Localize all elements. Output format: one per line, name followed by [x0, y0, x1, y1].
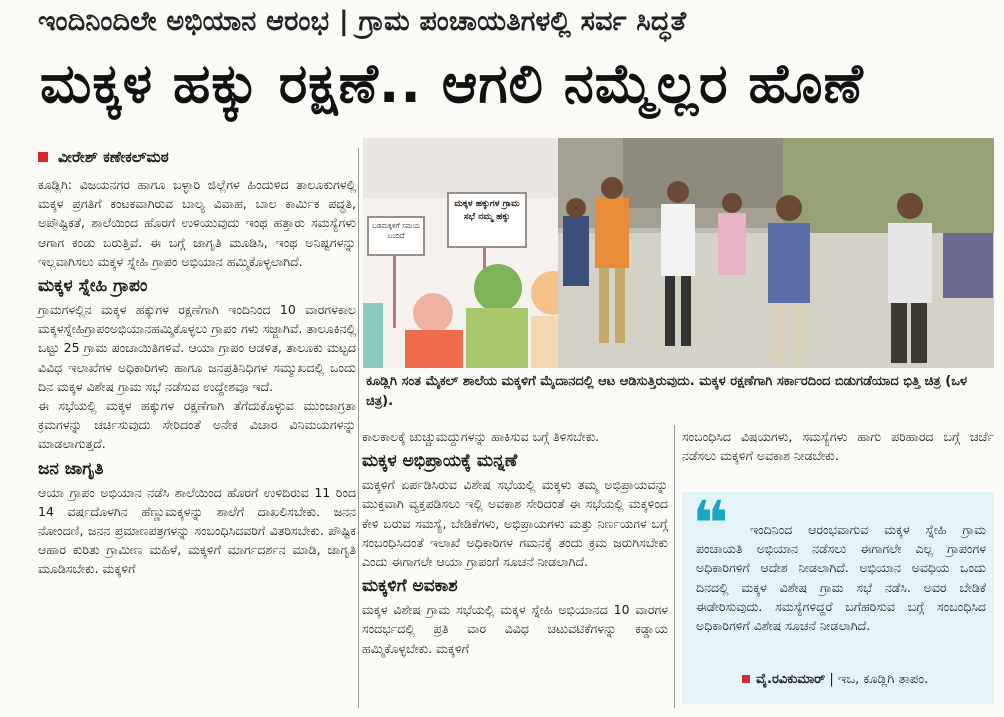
pull-quote-text: ಇಂದಿನಿಂದ ಆರಂಭವಾಗುವ ಮಕ್ಕಳ ಸ್ನೇಹಿ ಗ್ರಾಮ ಪಂಚಾಯತಿ ಅಭಿಯಾನ ನಡೆಸಲು ಈಗಾಗಲೇ ಎಲ್ಲ ಗ್ರಾಪಂಗಳ ಅಧಿಕಾರಿಗಳಿಗೆ ಆದೇಶ ನೀಡಲಾಗಿದೆ. ಅಭಿಯಾನ ಅವಧಿಯ ಒಂದು ದಿನದಲ್ಲಿ ಮಕ್ಕಳ ವಿಶೇಷ ಗ್ರಾಮ ಸಭೆ ನಡೆಸಿ. ಅವರ ಬೇಡಿಕೆ ಈಡೇರಿಸುವುದು. ಸಮಸ್ಯೆಗಳಿದ್ದರೆ ಬಗೆಹರಿಸುವ ಬಗ್ಗೆ ಸಂಬಂಧಿಸಿದ ಅಧಿಕಾರಿಗಳಿಗೆ ವಿಶೇಷ ಸೂಚನೆ ನೀಡಲಾಗಿದೆ.: [696, 522, 986, 634]
paragraph: ಕಾಲಕಾಲಕ್ಕೆ ಚುಚ್ಚುಮದ್ದುಗಳನ್ನು ಹಾಕಿಸುವ ಬಗ್ಗೆ ತಿಳಿಸಬೇಕು.: [362, 429, 600, 444]
subhead-children-opinion: ಮಕ್ಕಳ ಅಭಿಪ್ರಾಯಕ್ಕೆ ಮನ್ನಣೆ: [362, 451, 518, 472]
attribution-marker-icon: [742, 675, 750, 683]
paragraph: ಆಯಾ ಗ್ರಾಪಂ ಅಭಿಯಾನ ನಡೆಸಿ ಶಾಲೆಯಿಂದ ಹೊರಗೆ ಉಳಿದಿರುವ 11 ರಿಂದ 14 ವರ್ಷದೊಳಗಿನ ಹೆಣ್ಣುಮಕ್ಕಳನ್ನು ಶಾಲೆಗೆ ದಾಖಲಿಸಬೇಕು. ಜನನ ನೋಂದಣಿ, ಜನನ ಪ್ರಮಾಣಪತ್ರಗಳನ್ನು ಸಂಬಂಧಿಸಿದವರಿಗೆ ವಿತರಿಸಬೇಕು. ಪೌಷ್ಟಿಕ ಆಹಾರ ಕುರಿತು ಗ್ರಾಮೀಣ ಮಹಿಳೆ, ಮಕ್ಕಳಿಗೆ ಮಾರ್ಗದರ್ಶನ ಮಾಡಿ, ಜಾಗೃತಿ ಮೂಡಿಸಬೇಕು. ಮಕ್ಕಳಿಗೆ: [38, 484, 356, 577]
quote-author: ವೈ.ರವಿಕುಮಾರ್: [756, 672, 826, 687]
byline-marker-icon: [38, 152, 48, 162]
column-divider: [358, 148, 359, 708]
right-column: [682, 427, 994, 465]
left-column: [38, 175, 356, 579]
paragraph: ಈ ಸಭೆಯಲ್ಲಿ ಮಕ್ಕಳ ಹಕ್ಕುಗಳ ರಕ್ಷಣೆಗಾಗಿ ತೆಗೆದುಕೊಳ್ಳುವ ಮುಂಜಾಗ್ರತಾ ಕ್ರಮಗಳನ್ನು ಚರ್ಚಿಸುವುದು ಸೇರಿದಂತೆ ಅನೇಕ ವಿಚಾರ ವಿನಿಮಯಗಳನ್ನು ಮಾಡಲಾಗುತ್ತದೆ.: [38, 398, 356, 452]
photo-caption: ಕೂಡ್ಲಿಗಿ ಸಂತ ಮೈಕಲ್ ಶಾಲೆಯ ಮಕ್ಕಳಿಗೆ ಮೈದಾನದಲ್ಲಿ ಆಟ ಆಡಿಸುತ್ತಿರುವುದು. ಮಕ್ಕಳ ರಕ್ಷಣೆಗಾಗಿ ಸರ್ಕಾರದಿಂದ ಬಿಡುಗಡೆಯಾದ ಭಿತ್ತಿ ಚಿತ್ರ (ಒಳ ಚಿತ್ರ).: [366, 374, 968, 409]
quote-mark-icon: ❝: [692, 487, 729, 560]
subhead-opportunity-for-children: ಮಕ್ಕಳಿಗೆ ಅವಕಾಶ: [362, 576, 458, 597]
column-divider: [674, 425, 675, 708]
byline: [38, 148, 169, 170]
news-photo: [363, 138, 994, 368]
subhead-child-friendly-panchayat: ಮಕ್ಕಳ ಸ್ನೇಹಿ ಗ್ರಾಪಂ: [38, 276, 148, 297]
middle-column: [362, 427, 668, 658]
poster-sign-right: ಮಕ್ಕಳ ಹಕ್ಕುಗಳ ಗ್ರಾಮ ಸಭೆ ನಮ್ಮ ಹಕ್ಕು: [447, 192, 527, 248]
byline-author: ವೀರೇಶ್ ಕಣೇಕಲ್‌ಮಠ: [58, 148, 169, 166]
kicker-headline: ಇಂದಿನಿಂದಿಲೇ ಅಭಿಯಾನ ಆರಂಭ | ಗ್ರಾಮ ಪಂಚಾಯತಿಗಳಲ್ಲಿ ಸರ್ವ ಸಿದ್ಧತೆ: [38, 6, 687, 37]
quote-attribution: [742, 672, 928, 687]
poster-sign-left: ಬಡಮಕ್ಕಳಿಗೆ ಸಮಯ ಬಂದಿದೆ: [367, 216, 425, 256]
intro-paragraph: ಕೂಡ್ಲಿಗಿ: ವಿಜಯನಗರ ಹಾಗೂ ಬಳ್ಳಾರಿ ಜಿಲ್ಲೆಗಳ ಹಿಂದುಳಿದ ತಾಲೂಕುಗಳಲ್ಲಿ ಮಕ್ಕಳ ಪ್ರಗತಿಗೆ ಕಂಟಕವಾಗಿರುವ ಬಾಲ್ಯ ವಿವಾಹ, ಬಾಲ ಕಾರ್ಮಿಕ ಪದ್ಧತಿ, ಅಪೌಷ್ಟಿಕತೆ, ಶಾಲೆಯಿಂದ ಹೊರಗೆ ಉಳಿಯುವುದು ಇಂಥ ಹತ್ತಾರು ಸಮಸ್ಯೆಗಳು ಆಗಾಗ ಕಂಡು ಬರುತ್ತಿವೆ. ಈ ಬಗ್ಗೆ ಜಾಗೃತಿ ಮೂಡಿಸಿ, ಇಂಥ ಅನಿಷ್ಟಗಳನ್ನು ಇಲ್ಲವಾಗಿಸಲು ಮಕ್ಕಳ ಸ್ನೇಹಿ ಗ್ರಾಪಂ ಅಭಿಯಾನ ಹಮ್ಮಿಕೊಳ್ಳಲಾಗಿದೆ.: [38, 177, 356, 269]
photo-illustration: [363, 138, 994, 368]
pull-quote-box: [682, 487, 994, 704]
subhead-public-awareness: ಜನ ಜಾಗೃತಿ: [38, 458, 104, 479]
paragraph: ಮಕ್ಕಳಿಗೆ ಏರ್ಪಡಿಸಿರುವ ವಿಶೇಷ ಸಭೆಯಲ್ಲಿ ಮಕ್ಕಳು ತಮ್ಮ ಅಭಿಪ್ರಾಯವನ್ನು ಮುಕ್ತವಾಗಿ ವ್ಯಕ್ತಪಡಿಸಲು ಇಲ್ಲಿ ಅವಕಾಶ ಸೇರಿದಂತೆ ಈ ಸಭೆಯಲ್ಲಿ ಮಕ್ಕಳಿಂದ ಕೇಳಿ ಬರುವ ಸಮಸ್ಯೆ, ಬೇಡಿಕೆಗಳು, ಅಭಿಪ್ರಾಯಗಳು ಮತ್ತು ನಿರ್ಣಯಗಳ ಬಗ್ಗೆ ಸಂಬಂಧಿಸಿದಂತೆ ಇಲಾಖೆ ಅಧಿಕಾರಿಗಳ ಗಮನಕ್ಕೆ ತಂದು ಕ್ರಮ ಜರುಗಿಸಬೇಕು ಎಂದು ಈಗಾಗಲೇ ಆಯಾ ಗ್ರಾಪಂಗೆ ಸೂಚನೆ ನೀಡಲಾಗಿದೆ.: [362, 477, 668, 570]
quote-author-role: | ಇಒ, ಕೂಡ್ಲಿಗಿ ತಾಪಂ.: [829, 672, 929, 687]
paragraph: ಗ್ರಾಮಗಳಲ್ಲಿನ ಮಕ್ಕಳ ಹಕ್ಕುಗಳ ರಕ್ಷಣೆಗಾಗಿ ಇಂದಿನಿಂದ 10 ವಾರಗಳಕಾಲ ಮಕ್ಕಳಸ್ನೇಹಿಗ್ರಾಪಂಅಭಿಯಾನಹಮ್ಮಿಕೊಳ್ಳಲು ಗ್ರಾಪಂ ಗಳು ಸಜ್ಜಾಗಿವೆ. ತಾಲೂಕಿನಲ್ಲಿ ಒಟ್ಟು 25 ಗ್ರಾಮ ಪಂಚಾಯಿತಿಗಳಿವೆ. ಆಯಾ ಗ್ರಾಪಂ ಆಡಳಿತ, ತಾಲೂಕು ಮಟ್ಟದ ವಿವಿಧ ಇಲಾಖೆಗಳ ಅಧಿಕಾರಿಗಳು ಹಾಗೂ ಜನಪ್ರತಿನಿಧಿಗಳ ಸಮ್ಮುಖದಲ್ಲಿ ಒಂದು ದಿನ ಮಕ್ಕಳ ವಿಶೇಷ ಗ್ರಾಮ ಸಭೆ ನಡೆಸುವ ಉದ್ದೇಶವೂ ಇದೆ.: [38, 302, 356, 394]
main-headline: ಮಕ್ಕಳ ಹಕ್ಕು ರಕ್ಷಣೆ.. ಆಗಲಿ ನಮ್ಮೆಲ್ಲರ ಹೊಣೆ: [40, 52, 864, 115]
paragraph: ಮಕ್ಕಳ ವಿಶೇಷ ಗ್ರಾಮ ಸಭೆಯಲ್ಲಿ ಮಕ್ಕಳ ಸ್ನೇಹಿ ಅಭಿಯಾನದ 10 ವಾರಗಳ ಸಂದರ್ಭದಲ್ಲಿ ಪ್ರತಿ ವಾರ ವಿವಿಧ ಚಟುವಟಿಕೆಗಳನ್ನು ಕಡ್ಡಾಯ ಹಮ್ಮಿಕೊಳ್ಳಬೇಕು. ಮಕ್ಕಳಿಗೆ: [362, 602, 668, 656]
paragraph: ಸಂಬಂಧಿಸಿದ ವಿಷಯಗಳು, ಸಮಸ್ಯೆಗಳು ಹಾಗು ಪರಿಹಾರದ ಬಗ್ಗೆ ಚರ್ಚೆ ನಡೆಸಲು ಮಕ್ಕಳಿಗೆ ಅವಕಾಶ ನೀಡಬೇಕು.: [682, 429, 994, 464]
